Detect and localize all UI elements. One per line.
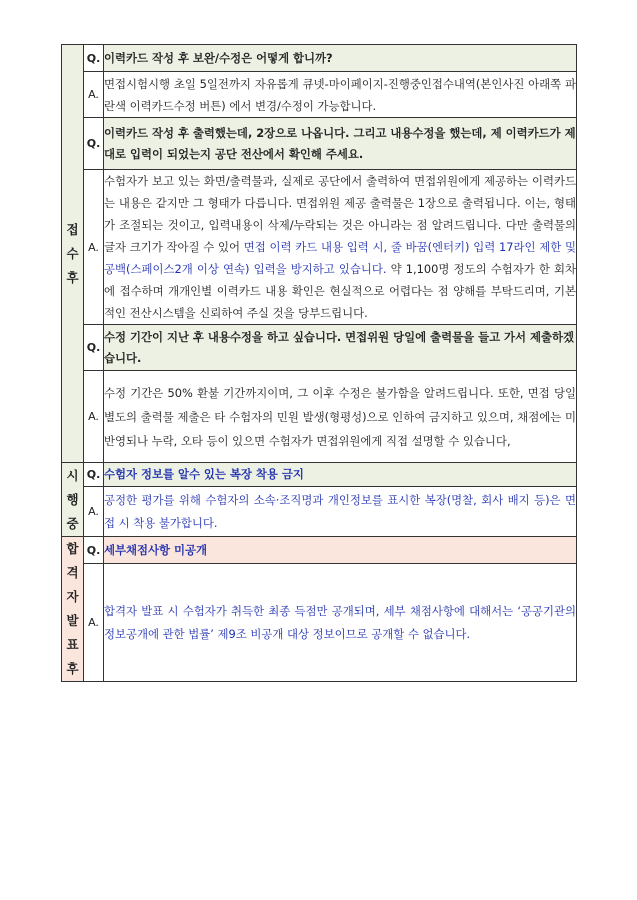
question-tag: Q. [84,537,104,564]
section-char: 격 [66,565,79,580]
answer-tag: A. [84,170,104,325]
question-2: 이력카드 작성 후 출력했는데, 2장으로 나옵니다. 그리고 내용수정을 했는데, 제 이력카드가 제대로 입력이 되었는지 공단 전산에서 확인해 주세요. [104,118,577,170]
question-tag: Q. [84,325,104,371]
answer-3: 수정 기간은 50% 환불 기간까지이며, 그 이후 수정은 불가함을 알려드립니다. 또한, 면접 당일 별도의 출력물 제출은 타 수험자의 민원 발생(형평성)으로 인하여 금지하고 있으며, 채점에는 미반영되나 누락, 오타 등이 있으면 수험자가 면접위원에게 직접 설명할 수 있습니다, [104,371,577,463]
answer-tag: A. [84,487,104,537]
question-4 [104,463,577,487]
section-label-during-exam-cell [62,463,84,537]
question-1: 이력카드 작성 후 보완/수정은 어떻게 합니까? [104,45,577,72]
section-char: 시 [66,467,79,483]
question-tag: Q. [84,118,104,170]
section-char: 합 [66,541,79,556]
section-label-after-announcement [62,537,84,682]
question-tag: Q. [84,45,104,72]
answer-2 [104,170,577,325]
faq-table [61,44,577,682]
section-char: 발 [66,613,79,628]
answer-2-highlight: 면접 이력 카드 내용 입력 시, 줄 바꿈(엔터키) 입력 17라인 제한 및 공백(스페이스2개 이상 연속) 입력을 방지하고 있습니다. [104,240,576,276]
section-char: 표 [66,637,79,652]
answer-1: 면접시험시행 초일 5일전까지 자유롭게 큐넷-마이페이지-진행중인접수내역(본인사진 아래쪽 파란색 이력카드수정 버튼) 에서 변경/수정이 가능합니다. [104,72,577,118]
section-label-after-registration [62,45,84,463]
section-char: 중 [66,515,79,531]
question-tag: Q. [84,463,104,487]
section-char: 행 [66,491,79,507]
answer-tag: A. [84,564,104,682]
section-char: 수 [66,245,79,261]
answer-2-text: 수험자가 보고 있는 화면/출력물과, 실제로 공단에서 출력하여 면접위원에게 제공하는 이력카드는 내용은 같지만 그 형태가 다릅니다. 면접위원 제공 출력물은 1장으로 출력됩니다. 이는, 형태가 조절되는 것이고, 입력내용이 삭제/누락되는 것은 아니라는 점 알려드립니다. 다만 출력물의 글자 크기가 작아질 수 있어 [104,174,576,254]
question-3: 수정 기간이 지난 후 내용수정을 하고 싶습니다. 면접위원 당일에 출력물을 들고 가서 제출하겠습니다. [104,325,577,371]
answer-tag: A. [84,72,104,118]
answer-4: 공정한 평가를 위해 수험자의 소속·조직명과 개인정보를 표시한 복장(명찰, 회사 배지 등)은 면접 시 착용 불가합니다. [104,487,577,537]
section-char: 후 [66,661,79,676]
section-char: 자 [66,589,79,604]
answer-5: 합격자 발표 시 수험자가 취득한 최종 득점만 공개되며, 세부 채점사항에 대해서는 ‘공공기관의 정보공개에 관한 법률’ 제9조 비공개 대상 정보이므로 공개할 수 없습니다. [104,564,577,682]
section-char: 접 [66,221,79,237]
answer-2-text-end: 약 1,100명 정도의 수험자가 한 회차에 접수하며 개개인별 이력카드 내용 확인은 현실적으로 어렵다는 점 양해를 부탁드리며, 기본적인 전산시스템을 신뢰하여 주실 것을 당부드립니다. [104,262,577,320]
answer-tag: A. [84,371,104,463]
question-5 [104,537,577,564]
question-4-text: 수험자 정보를 알수 있는 복장 착용 금지 [104,467,304,481]
section-char: 후 [66,269,79,285]
question-5-text: 세부채점사항 미공개 [104,542,207,557]
